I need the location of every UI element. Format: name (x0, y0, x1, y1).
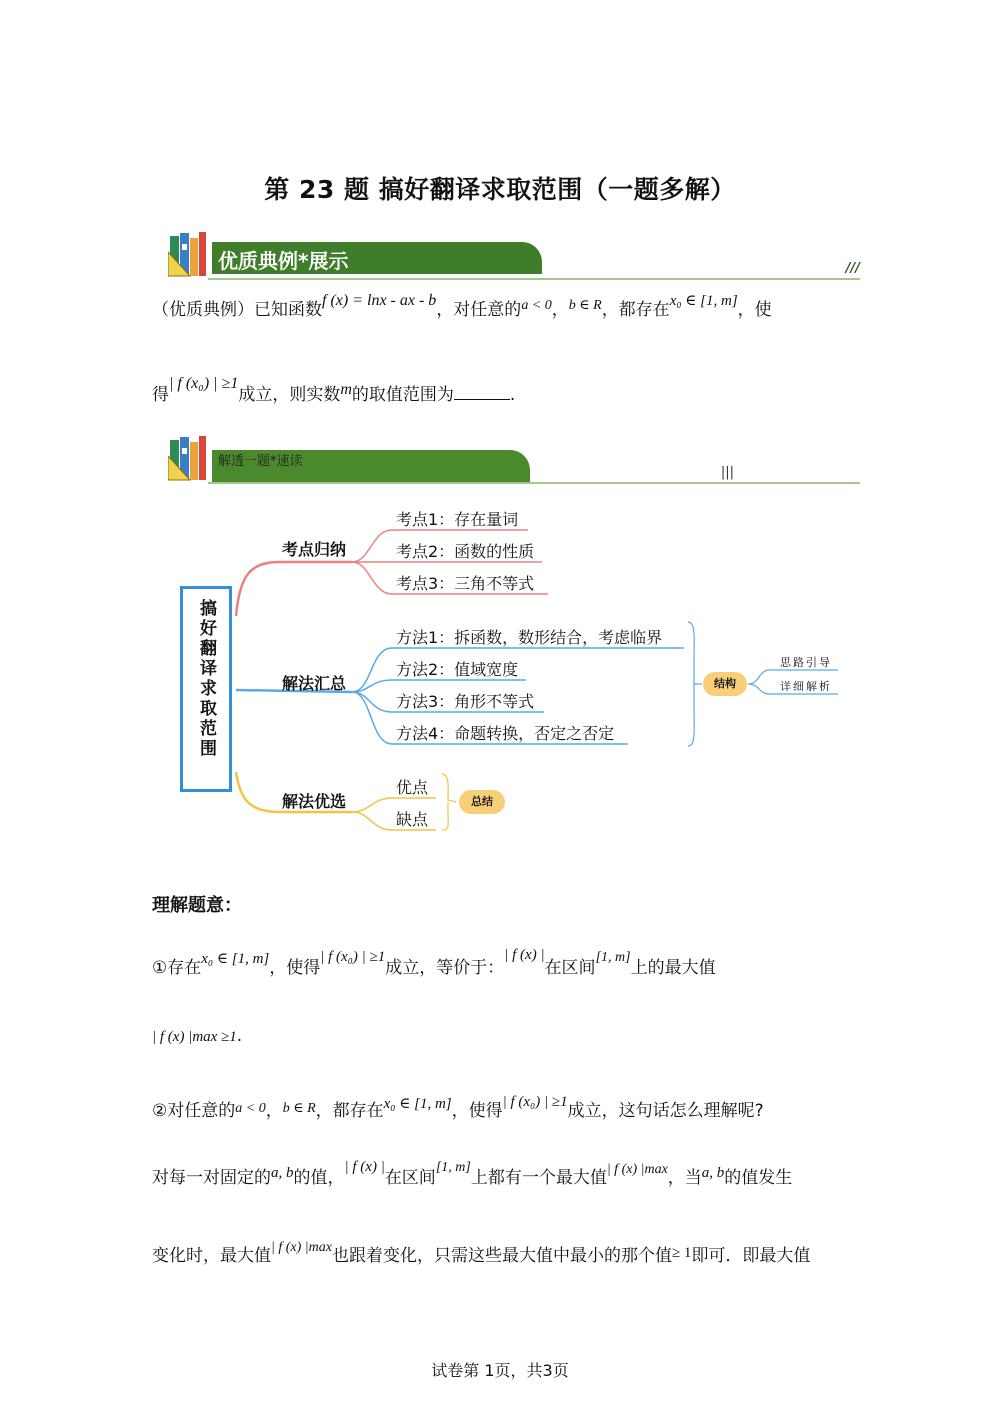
problem-line-1: （优质典例）已知函数f (x) = lnx - ax - b，对任意的$^{a < 0}$，$^{b \in R}$，都存在x₀ ∈ [1, m]，使 (152, 292, 772, 320)
paragraph-1-max: | f (x) |max ≥1. (152, 1026, 243, 1046)
mindmap-leaf: 方法1：拆函数，数形结合，考虑临界 (396, 628, 663, 647)
banner-tip: ||| (720, 465, 734, 480)
mindmap-leaf: 考点3：三角不等式 (396, 574, 535, 593)
paragraph-1: ①存在x₀ ∈ [1, m]，使得| f (x₀) | ≥1成立，等价于：| f (x) |在区间[1, m]上的最大值 (152, 947, 716, 978)
mindmap-leaf: 缺点 (396, 810, 429, 829)
banner-tip: /// (845, 261, 860, 276)
math-condition-a: a < 0 (521, 298, 552, 313)
page-title: 第 23 题 搞好翻译求取范围（一题多解） (264, 175, 736, 204)
mindmap-leaf: 方法2：值域宽度 (396, 660, 519, 679)
banner-label: 优质典例*展示 (218, 249, 349, 273)
paragraph-2: ②对任意的$^{a < 0}$，$^{b \in R}$，都存在x₀ ∈ [1, m]，使得| f (x₀) | ≥1成立，这句话怎么理解呢? (152, 1094, 764, 1121)
mindmap-leaf: 方法3：角形不等式 (396, 692, 535, 711)
branch-best-solution: 解法优选 (282, 792, 347, 811)
math-function: f (x) = lnx - ax - b (322, 292, 437, 309)
section-heading: 理解题意： (152, 895, 242, 916)
mindmap-leaf: 考点2：函数的性质 (396, 542, 535, 561)
mindmap-leaf: 优点 (396, 778, 429, 797)
mindmap-leaf: 思路引导 (780, 656, 832, 669)
branch-exam-points: 考点归纳 (282, 540, 347, 559)
page-footer: 试卷第 1页，共3页 (431, 1361, 569, 1380)
summary-pill: 总结 (459, 790, 505, 814)
paragraph-3: 对每一对固定的a, b的值，| f (x) |在区间[1, m]上都有一个最大值$^{| f (x) |max}$，当a, b的值发生 (152, 1159, 793, 1188)
math-condition-x0: x₀ ∈ [1, m] (669, 293, 738, 309)
mindmap-leaf: 详细解析 (780, 680, 832, 693)
paragraph-4: 变化时，最大值$^{| f (x) |max}$也跟着变化，只需这些最大值中最小的那个值≥ 1即可．即最大值 (152, 1240, 811, 1266)
mindmap-root: 搞好翻译求取范围 (180, 586, 232, 792)
math-condition-b: b ∈ R (568, 298, 602, 313)
banner-label: 解透一题*速读 (218, 454, 303, 469)
math-var-m: m (340, 381, 352, 398)
structure-pill: 结构 (703, 672, 747, 696)
branch-solution-summary: 解法汇总 (282, 674, 347, 693)
mindmap-leaf: 方法4：命题转换，否定之否定 (396, 724, 615, 743)
problem-line-2: 得| f (x₀) | ≥1成立，则实数m的取值范围为 . (152, 375, 516, 405)
mindmap-leaf: 考点1：存在量词 (396, 510, 519, 529)
math-abs-condition: | f (x₀) | ≥1 (169, 375, 239, 392)
